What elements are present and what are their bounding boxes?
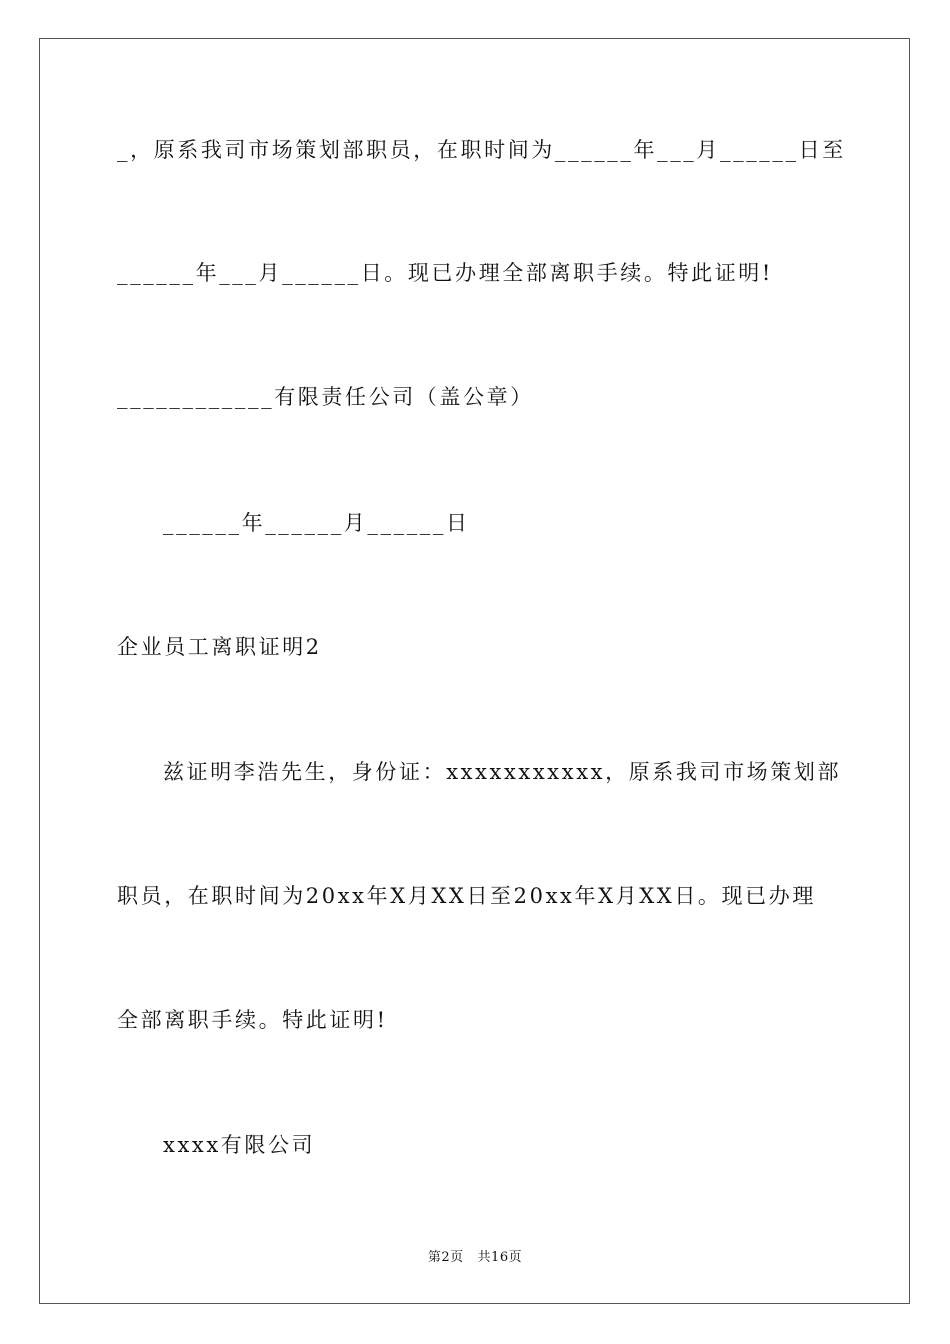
page-frame [39,38,910,1304]
page-number-footer: 第2页 共16页 [427,1250,523,1265]
text-line-3: 兹证明李浩先生，身份证：xxxxxxxxxxx，原系我司市场策划部 [163,760,842,784]
company-seal-line: ____________有限责任公司（盖公章） [117,385,534,409]
section-heading: 企业员工离职证明2 [117,635,322,659]
text-line-5: 全部离职手续。特此证明! [117,1008,388,1032]
date-line: ______年______月______日 [163,511,470,535]
text-line-4: 职员，在职时间为20xx年X月XX日至20xx年X月XX日。现已办理 [117,884,816,908]
text-line-2: ______年___月______日。现已办理全部离职手续。特此证明! [117,261,773,285]
text-line-1: _，原系我司市场策划部职员，在职时间为______年___月______日至 [117,138,846,162]
company-name-line: xxxx有限公司 [163,1133,316,1157]
